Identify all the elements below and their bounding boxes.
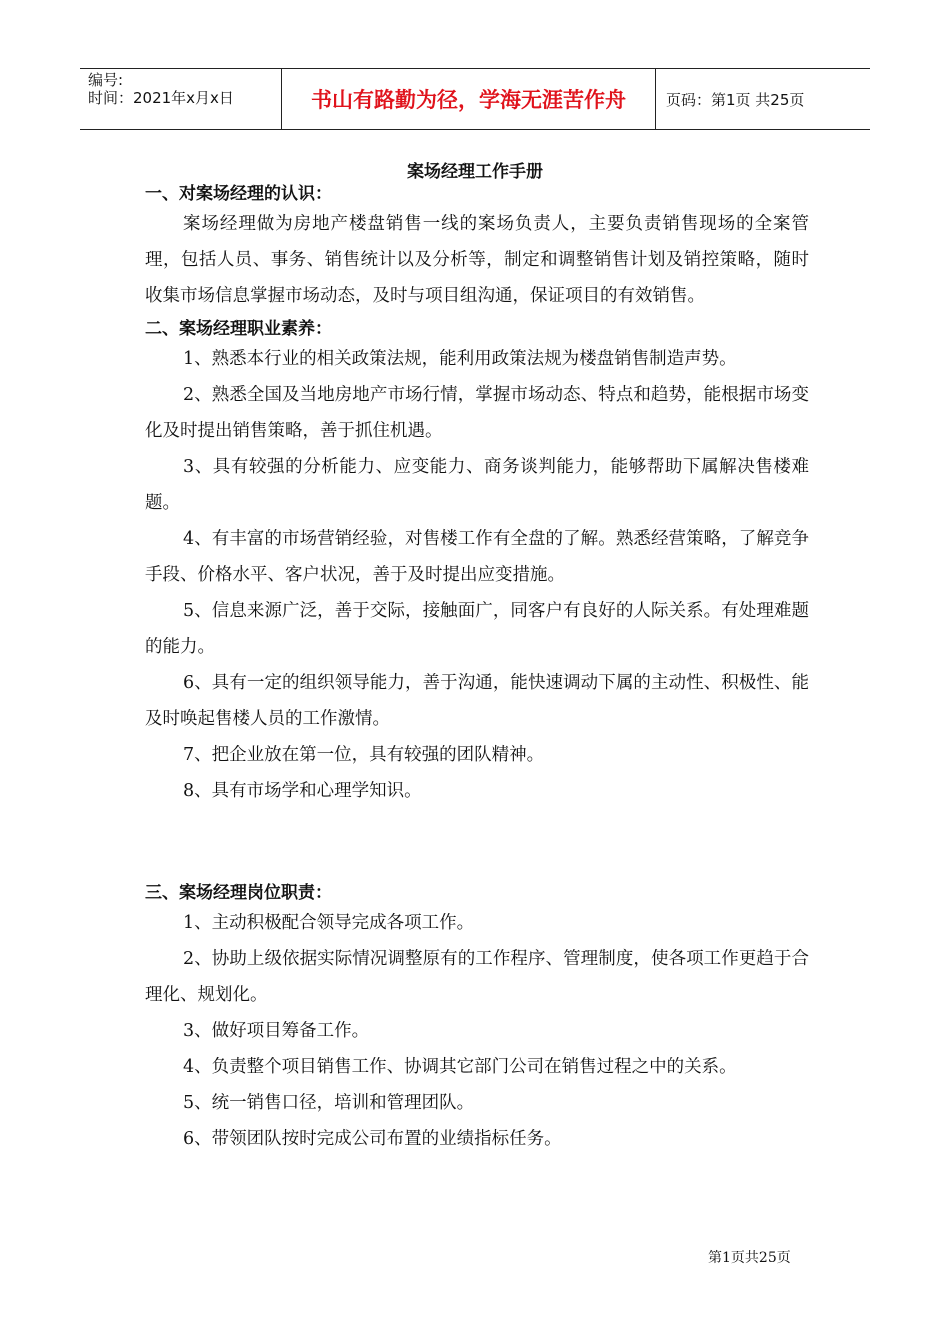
document-number-label: 编号: [88, 71, 124, 89]
list-item: 8、具有市场学和心理学知识。 [183, 781, 422, 801]
list-item: 1、主动积极配合领导完成各项工作。 [183, 913, 475, 933]
list-item: 4、有丰富的市场营销经验，对售楼工作有全盘的了解。熟悉经营策略，了解竞争手段、价格水平、客户状况，善于及时提出应变措施。 [145, 529, 809, 585]
list-item: 6、具有一定的组织领导能力，善于沟通，能快速调动下属的主动性、积极性、能及时唤起售楼人员的工作激情。 [145, 673, 809, 729]
section-heading: 三、案场经理岗位职责： [145, 883, 332, 903]
list-item: 5、统一销售口径，培训和管理团队。 [183, 1093, 475, 1113]
header-meta-cell [80, 69, 282, 129]
spacer [145, 809, 809, 881]
header-page-info: 页码：第1页 共25页 [666, 90, 805, 109]
document-title-text: 案场经理工作手册 [407, 162, 543, 182]
list-item: 2、协助上级依据实际情况调整原有的工作程序、管理制度，使各项工作更趋于合理化、规划化。 [145, 949, 809, 1005]
section-heading: 二、案场经理职业素养： [145, 319, 332, 339]
paragraph: 案场经理做为房地产楼盘销售一线的案场负责人，主要负责销售现场的全案管理，包括人员、事务、销售统计以及分析等，制定和调整销售计划及销控策略，随时收集市场信息掌握市场动态，及时与项目组沟通，保证项目的有效销售。 [145, 214, 809, 306]
header-motto: 书山有路勤为径，学海无涯苦作舟 [282, 69, 656, 129]
document-time-label: 时间：2021年x月x日 [88, 89, 234, 107]
list-item: 5、信息来源广泛，善于交际，接触面广，同客户有良好的人际关系。有处理难题的能力。 [145, 601, 809, 657]
page-footer: 第1页共25页 [708, 1250, 791, 1266]
list-item: 4、负责整个项目销售工作、协调其它部门公司在销售过程之中的关系。 [183, 1057, 737, 1077]
list-item: 6、带领团队按时完成公司布置的业绩指标任务。 [183, 1129, 562, 1149]
list-item: 1、熟悉本行业的相关政策法规，能利用政策法规为楼盘销售制造声势。 [183, 349, 737, 369]
list-item: 7、把企业放在第一位，具有较强的团队精神。 [183, 745, 545, 765]
list-item: 3、做好项目筹备工作。 [183, 1021, 370, 1041]
list-item: 2、熟悉全国及当地房地产市场行情，掌握市场动态、特点和趋势，能根据市场变化及时提出销售策略，善于抓住机遇。 [145, 385, 809, 441]
list-item: 3、具有较强的分析能力、应变能力、商务谈判能力，能够帮助下属解决售楼难题。 [145, 457, 809, 513]
header-table [80, 68, 870, 130]
document-title [0, 157, 950, 182]
section-heading: 一、对案场经理的认识： [145, 184, 332, 204]
document-body [145, 182, 809, 1157]
